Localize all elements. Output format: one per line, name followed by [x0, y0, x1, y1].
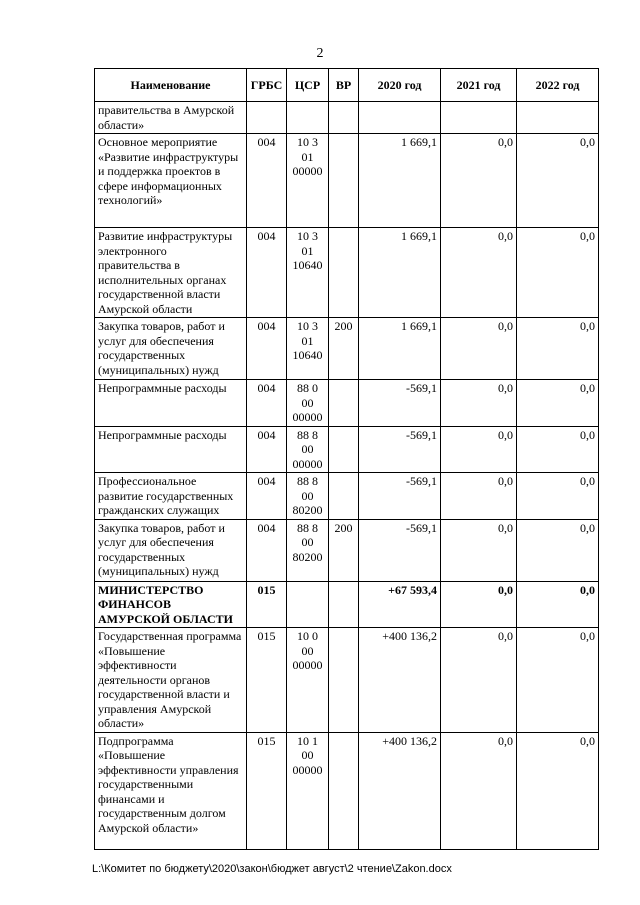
row-2022-cell: 0,0	[517, 581, 599, 628]
row-2020-cell: +400 136,2	[359, 732, 441, 849]
row-2021-cell: 0,0	[441, 628, 517, 733]
row-2020-cell: -569,1	[359, 473, 441, 520]
row-2021-cell	[441, 102, 517, 134]
row-csr-cell: 10 3 01 10640	[287, 318, 329, 380]
row-name-cell: правительства в Амурской области»	[95, 102, 247, 134]
table-row	[95, 426, 599, 473]
row-2021-cell: 0,0	[441, 228, 517, 318]
row-2022-cell: 0,0	[517, 628, 599, 733]
row-csr-cell: 88 8 00 80200	[287, 519, 329, 581]
table-row	[95, 732, 599, 849]
row-name-cell: Закупка товаров, работ и услуг для обеспечения государственных (муниципальных) нужд	[95, 519, 247, 581]
row-grbs-cell: 004	[247, 134, 287, 228]
row-name-cell: Государственная программа «Повышение эффективности деятельности органов государственной власти и управления Амурской области»	[95, 628, 247, 733]
table-header-row	[95, 69, 599, 102]
row-name-cell: Закупка товаров, работ и услуг для обеспечения государственных (муниципальных) нужд	[95, 318, 247, 380]
row-vr-cell	[329, 380, 359, 427]
row-csr-cell: 88 8 00 80200	[287, 473, 329, 520]
row-2021-cell: 0,0	[441, 732, 517, 849]
row-2020-cell: 1 669,1	[359, 134, 441, 228]
row-grbs-cell: 004	[247, 228, 287, 318]
row-2021-cell: 0,0	[441, 426, 517, 473]
row-csr-cell: 10 1 00 00000	[287, 732, 329, 849]
row-2022-cell: 0,0	[517, 380, 599, 427]
row-2020-cell: -569,1	[359, 426, 441, 473]
row-2020-cell: +400 136,2	[359, 628, 441, 733]
file-path-footer: L:\Комитет по бюджету\2020\закон\бюджет август\2 чтение\Zakon.docx	[92, 863, 452, 875]
row-csr-cell: 88 0 00 00000	[287, 380, 329, 427]
row-name-cell: Развитие инфраструктуры электронного правительства в исполнительных органах государственной власти Амурской области	[95, 228, 247, 318]
table-row	[95, 473, 599, 520]
table-row	[95, 519, 599, 581]
row-2020-cell: +67 593,4	[359, 581, 441, 628]
row-grbs-cell	[247, 102, 287, 134]
col-header-2022: 2022 год	[517, 69, 599, 102]
row-vr-cell	[329, 102, 359, 134]
row-name-cell: Непрограммные расходы	[95, 426, 247, 473]
row-grbs-cell: 004	[247, 519, 287, 581]
row-csr-cell: 10 3 01 10640	[287, 228, 329, 318]
row-grbs-cell: 004	[247, 426, 287, 473]
row-grbs-cell: 015	[247, 628, 287, 733]
table-row	[95, 134, 599, 228]
row-vr-cell	[329, 581, 359, 628]
table-row	[95, 318, 599, 380]
row-2021-cell: 0,0	[441, 318, 517, 380]
row-vr-cell	[329, 473, 359, 520]
row-grbs-cell: 015	[247, 581, 287, 628]
row-2022-cell: 0,0	[517, 228, 599, 318]
row-2021-cell: 0,0	[441, 581, 517, 628]
row-name-cell: Подпрограмма «Повышение эффективности управления государственными финансами и государственным долгом Амурской области»	[95, 732, 247, 849]
row-2022-cell	[517, 102, 599, 134]
row-csr-cell	[287, 102, 329, 134]
col-header-grbs: ГРБС	[247, 69, 287, 102]
table-row	[95, 228, 599, 318]
row-csr-cell: 10 0 00 00000	[287, 628, 329, 733]
table-body	[95, 102, 599, 850]
row-name-cell: Основное мероприятие «Развитие инфраструктуры и поддержка проектов в сфере информационных технологий»	[95, 134, 247, 228]
row-grbs-cell: 004	[247, 318, 287, 380]
row-vr-cell	[329, 228, 359, 318]
row-2021-cell: 0,0	[441, 473, 517, 520]
table-row	[95, 380, 599, 427]
row-name-cell: МИНИСТЕРСТВО ФИНАНСОВ АМУРСКОЙ ОБЛАСТИ	[95, 581, 247, 628]
row-vr-cell: 200	[329, 519, 359, 581]
row-2022-cell: 0,0	[517, 426, 599, 473]
row-2022-cell: 0,0	[517, 318, 599, 380]
col-header-csr: ЦСР	[287, 69, 329, 102]
col-header-2021: 2021 год	[441, 69, 517, 102]
row-2020-cell: -569,1	[359, 519, 441, 581]
col-header-vr: ВР	[329, 69, 359, 102]
row-name-cell: Профессиональное развитие государственных гражданских служащих	[95, 473, 247, 520]
row-2020-cell	[359, 102, 441, 134]
table-row	[95, 581, 599, 628]
row-2020-cell: -569,1	[359, 380, 441, 427]
row-2021-cell: 0,0	[441, 134, 517, 228]
table-row	[95, 102, 599, 134]
row-name-cell: Непрограммные расходы	[95, 380, 247, 427]
row-vr-cell	[329, 628, 359, 733]
row-grbs-cell: 004	[247, 473, 287, 520]
row-2020-cell: 1 669,1	[359, 228, 441, 318]
page-number: 2	[316, 46, 324, 61]
row-grbs-cell: 015	[247, 732, 287, 849]
row-2020-cell: 1 669,1	[359, 318, 441, 380]
row-2021-cell: 0,0	[441, 519, 517, 581]
col-header-name: Наименование	[95, 69, 247, 102]
row-2022-cell: 0,0	[517, 473, 599, 520]
row-csr-cell: 88 8 00 00000	[287, 426, 329, 473]
row-2021-cell: 0,0	[441, 380, 517, 427]
row-vr-cell: 200	[329, 318, 359, 380]
row-2022-cell: 0,0	[517, 134, 599, 228]
row-vr-cell	[329, 732, 359, 849]
row-2022-cell: 0,0	[517, 732, 599, 849]
row-grbs-cell: 004	[247, 380, 287, 427]
row-vr-cell	[329, 426, 359, 473]
table-row	[95, 628, 599, 733]
row-csr-cell: 10 3 01 00000	[287, 134, 329, 228]
budget-table	[94, 68, 599, 850]
row-csr-cell	[287, 581, 329, 628]
row-2022-cell: 0,0	[517, 519, 599, 581]
col-header-2020: 2020 год	[359, 69, 441, 102]
row-vr-cell	[329, 134, 359, 228]
